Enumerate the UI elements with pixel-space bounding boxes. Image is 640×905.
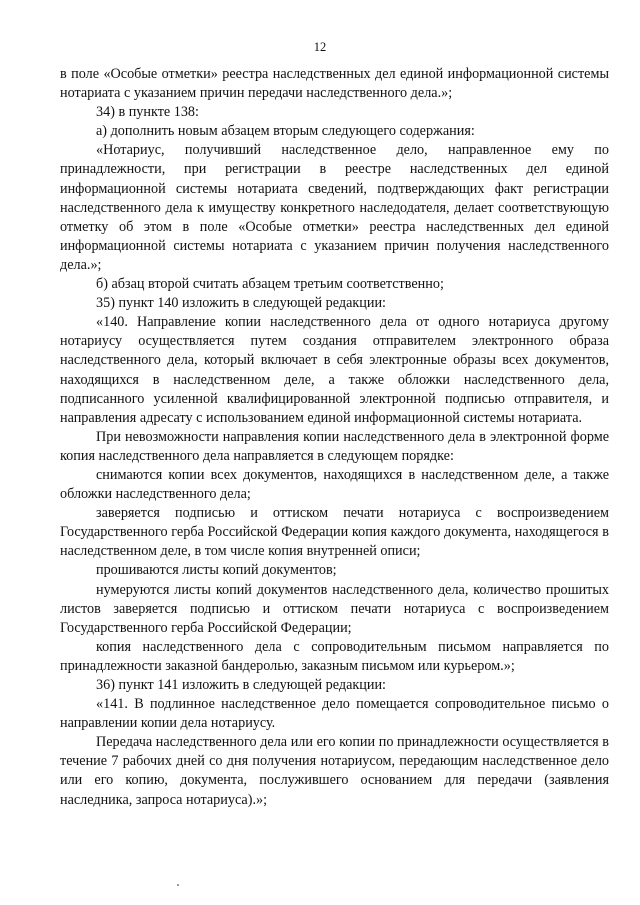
paragraph-item-35: 35) пункт 140 изложить в следующей редакции:: [96, 295, 386, 312]
paragraph-step-stitch: прошиваются листы копий документов;: [96, 562, 337, 579]
paragraph-clause-141: «141. В подлинное наследственное дело помещается сопроводительное письмо о направлении копии дела нотариусу.: [60, 696, 609, 732]
paragraph-notary-quote: «Нотариус, получивший наследственное дело, направленное ему по принадлежности, при регистрации в реестре наследственных дел единой информационной системы нотариата сведений, подтверждающих факт регистрации наследственного дела к имуществу конкретного наследодателя, делает соответствующую отметку об этом в поле «Особые отметки» реестра наследственных дел единой информационной системы нотариата с указанием причин получения наследственного дела.»;: [60, 142, 609, 273]
page-number: 12: [313, 40, 327, 54]
paragraph-continuation: в поле «Особые отметки» реестра наследственных дел единой информационной системы нотариата с указанием причин передачи наследственного дела.»;: [60, 66, 609, 102]
scan-speck: [177, 884, 179, 886]
paragraph-item-36: 36) пункт 141 изложить в следующей редакции:: [96, 677, 386, 693]
paragraph-clause-140: «140. Направление копии наследственного дела от одного нотариуса другому нотариусу осуществляется путем создания отправителем электронного образа наследственного дела, который включает в себя электронные образы всех документов, находящихся в наследственном деле, а также обложки наследственного дела, подписанного усиленной квалифицированной электронной подписью отправителя, и направления адресату с использованием единой информационной системы нотариата.: [60, 314, 609, 426]
paragraph-subitem-b: б) абзац второй считать абзацем третьим соответственно;: [96, 276, 444, 293]
paragraph-step-send: копия наследственного дела с сопроводительным письмом направляется по принадлежности заказной бандеролью, заказным письмом или курьером.»;: [60, 638, 609, 674]
document-body: [60, 65, 609, 810]
paragraph-step-certify: заверяется подписью и оттиском печати нотариуса с воспроизведением Государственного герба Российской Федерации копия каждого документа, находящегося в наследственном деле, в том числе копия внутренней описи;: [60, 505, 609, 560]
paragraph-item-34: 34) в пункте 138:: [96, 104, 199, 121]
paragraph-step-number: нумеруются листы копий документов наследственного дела, количество прошитых листов заверяется подписью и оттиском печати нотариуса с воспроизведением Государственного герба Российской Федерации;: [60, 581, 609, 636]
paragraph-paper-procedure: При невозможности направления копии наследственного дела в электронной форме копия наследственного дела направляется в следующем порядке:: [60, 428, 609, 464]
paragraph-step-copies: снимаются копии всех документов, находящихся в наследственном деле, а также обложки наследственного дела;: [60, 466, 609, 503]
paragraph-transfer-term: Передача наследственного дела или его копии по принадлежности осуществляется в течение 7 рабочих дней со дня получения нотариусом, передающим наследственное дело или его копию, документа, послужившего основанием для передачи (заявления наследника, запроса нотариуса).»;: [60, 734, 609, 808]
paragraph-subitem-a: а) дополнить новым абзацем вторым следующего содержания:: [96, 123, 475, 140]
